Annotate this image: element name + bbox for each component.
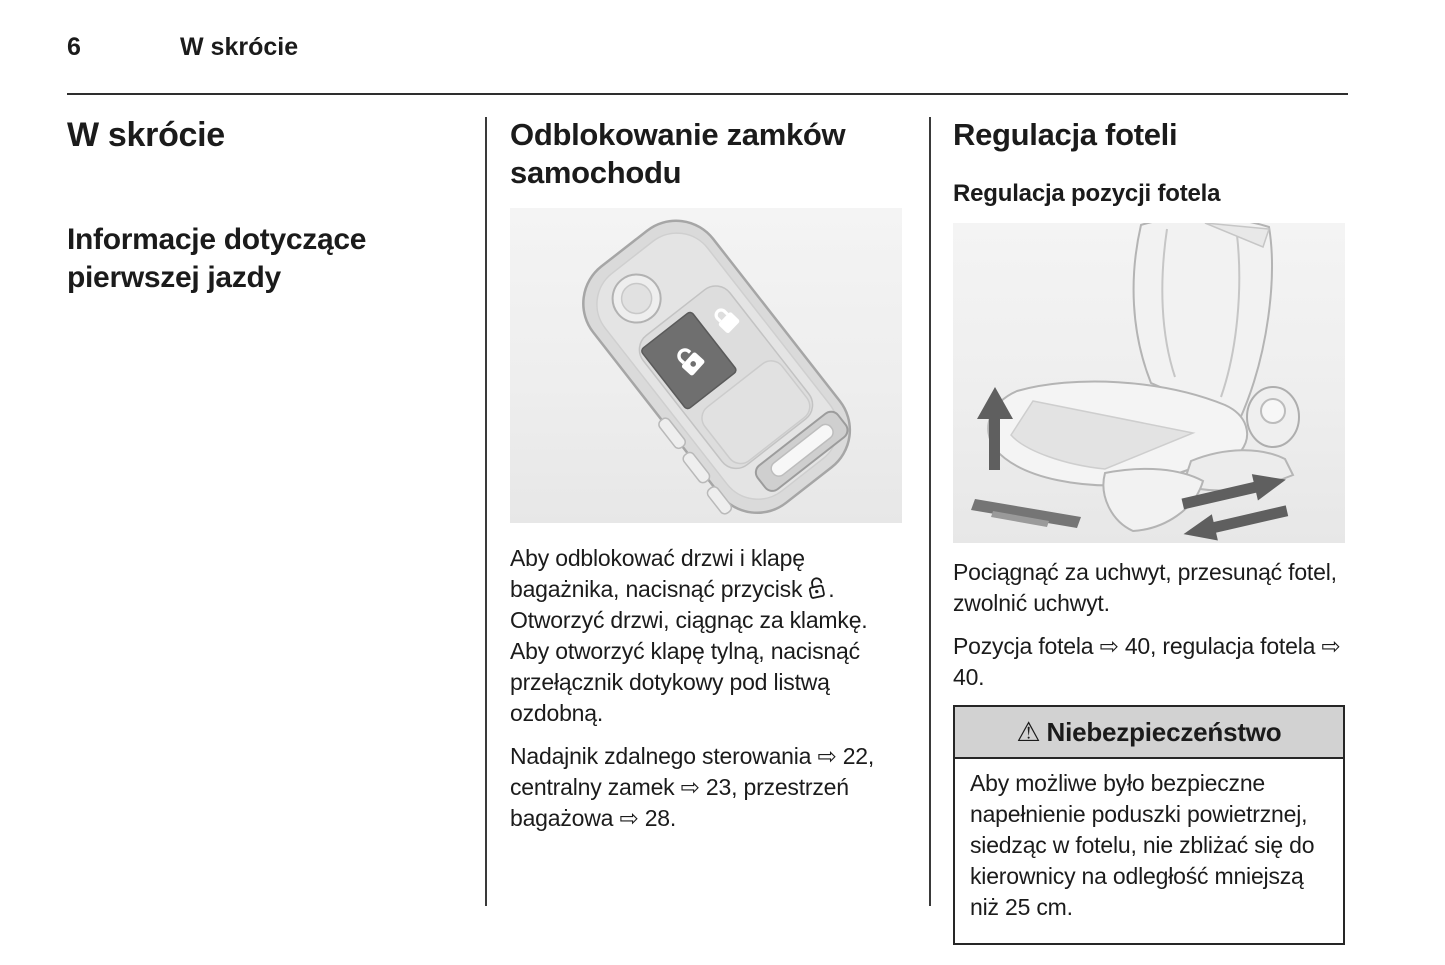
remote-key-figure <box>510 208 902 523</box>
danger-warning-box <box>953 705 1345 945</box>
section-title-seats: Regulacja foteli <box>953 117 1178 152</box>
page-number: 6 <box>67 33 81 61</box>
header-rule <box>67 93 1348 95</box>
column-divider <box>485 117 487 906</box>
column-intro <box>67 116 459 297</box>
warning-triangle-icon: ⚠ <box>1016 716 1041 747</box>
chapter-title: W skrócie <box>67 116 225 154</box>
section-title-first-drive: Informacje dotyczące pierwszej jazdy <box>67 223 367 295</box>
seat-references: Pozycja fotela ⇨ 40, regulacja fotela ⇨ 40. <box>953 632 1341 690</box>
section-title-unlocking: Odblokowanie zamków samochodu <box>510 117 846 190</box>
subsection-title-seat-position: Regulacja pozycji fotela <box>953 180 1221 207</box>
unlocking-references: Nadajnik zdalnego sterowania ⇨ 22, centralny zamek ⇨ 23, przestrzeń bagażowa ⇨ 28. <box>510 743 875 831</box>
danger-warning-text: Aby możliwe było bezpieczne napełnienie poduszki powietrznej, siedząc w fotelu, nie zbliżać się do kierownicy na odległość mniejszą niż 25 cm. <box>970 769 1315 920</box>
seat-adjustment-illustration <box>953 223 1345 543</box>
seat-paragraph: Pociągnąć za uchwyt, przesunąć fotel, zwolnić uchwyt. <box>953 558 1337 616</box>
column-seat-adjustment <box>953 116 1345 945</box>
column-unlocking <box>510 116 902 846</box>
column-divider <box>929 117 931 906</box>
open-lock-icon <box>807 576 828 600</box>
running-title: W skrócie <box>180 33 299 61</box>
remote-key-illustration <box>510 208 902 523</box>
seat-figure <box>953 223 1345 543</box>
unlocking-paragraph: Aby odblokować drzwi i klapę bagażnika, nacisnąć przycisk . Otworzyć drzwi, ciągnąc za klamkę. Aby otworzyć klapę tylną, nacisnąć przełącznik dotykowy pod listwą ozdobną. <box>510 545 868 726</box>
danger-warning-title: ⚠ Niebezpieczeństwo <box>955 707 1343 759</box>
